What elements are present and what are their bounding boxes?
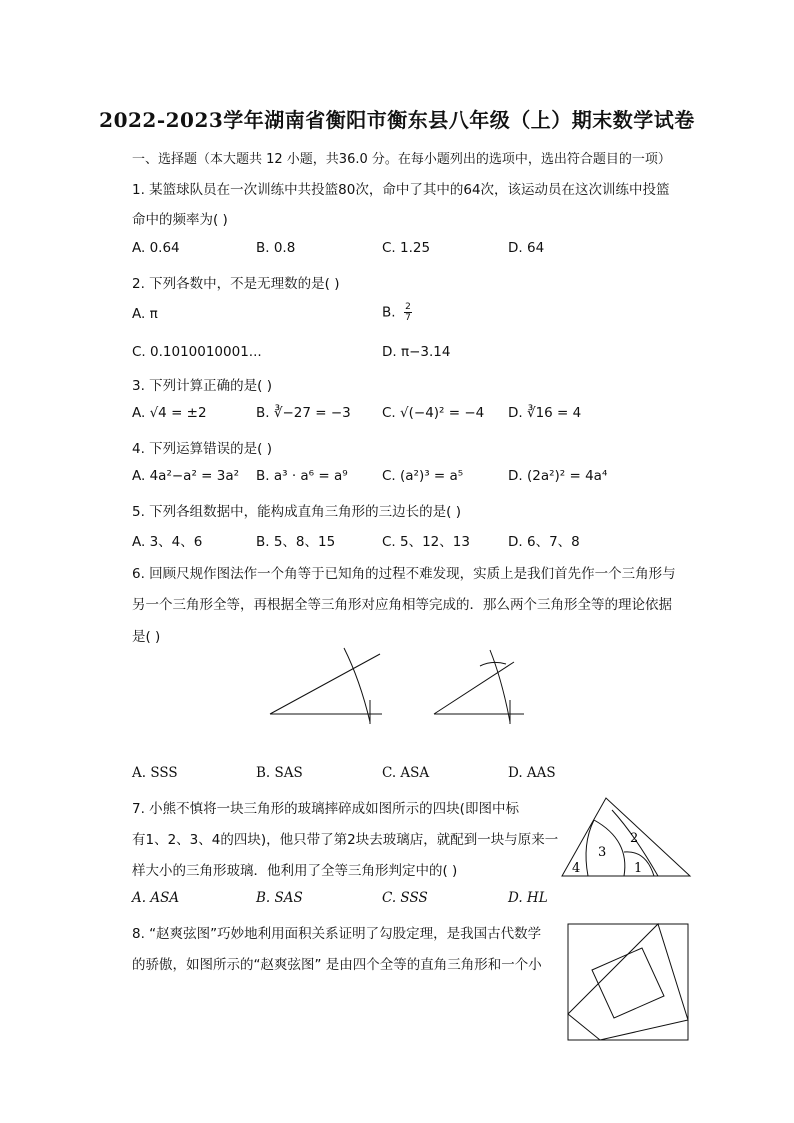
q7-option-c: C. SSS [382, 890, 428, 906]
q5-option-a: A. 3、4、6 [132, 534, 203, 550]
page-title: 2022-2023学年湖南省衡阳市衡东县八年级（上）期末数学试卷 [99, 108, 695, 132]
piece-label-2: 2 [630, 831, 639, 846]
angle-construction-figure [262, 640, 532, 730]
q7-text-line3: 样大小的三角形玻璃．他利用了全等三角形判定中的( ) [132, 863, 458, 879]
q8-text-line1: 8. “赵爽弦图”巧妙地利用面积关系证明了勾股定理，是我国古代数学 [132, 926, 542, 942]
fraction-denominator: 7 [405, 313, 411, 323]
q3-option-b: B. ∛−27 = −3 [256, 405, 351, 421]
inner-tilted-square [568, 924, 688, 1040]
figure2-small-arc [480, 662, 506, 666]
small-center-square [592, 948, 664, 1018]
q6-text-line3: 是( ) [132, 629, 161, 645]
outer-square [568, 924, 688, 1040]
q1-option-c: C. 1.25 [382, 240, 431, 256]
q6-option-a: A. SSS [132, 765, 178, 781]
q3-text: 3. 下列计算正确的是( ) [132, 378, 272, 394]
q6-option-d: D. AAS [508, 765, 556, 781]
q4-option-d: D. (2a²)² = 4a⁴ [508, 468, 608, 484]
q7-text-line1: 7. 小熊不慎将一块三角形的玻璃摔碎成如图所示的四块(即图中标 [132, 801, 519, 817]
q6-text-line1: 6. 回顾尺规作图法作一个角等于已知角的过程不难发现，实质上是我们首先作一个三角形与 [132, 566, 676, 582]
q5-text: 5. 下列各组数据中，能构成直角三角形的三边长的是( ) [132, 504, 461, 520]
q7-option-b: B. SAS [256, 890, 303, 906]
q1-option-a: A. 0.64 [132, 240, 180, 256]
figure2-arc [490, 650, 510, 722]
q3-option-a: A. √4 = ±2 [132, 405, 207, 421]
q1-text-line1: 1. 某篮球队员在一次训练中共投篮80次，命中了其中的64次，该运动员在这次训练中投篮 [132, 182, 670, 198]
figure1-slant-ray [270, 654, 380, 714]
q8-text-line2: 的骄傲，如图所示的“赵爽弦图” 是由四个全等的直角三角形和一个小 [132, 957, 542, 973]
q4-text: 4. 下列运算错误的是( ) [132, 441, 272, 457]
q1-text-line2: 命中的频率为( ) [132, 212, 228, 228]
q5-option-b: B. 5、8、15 [256, 534, 336, 550]
section-heading: 一、选择题（本大题共 12 小题，共36.0 分。在每小题列出的选项中，选出符合题目的一项） [132, 152, 671, 167]
q2-option-b-label: B. [382, 304, 396, 321]
fraction [404, 302, 412, 323]
figure1-arc [344, 648, 370, 722]
q2-option-c: C. 0.1010010001... [132, 344, 262, 360]
piece-label-1: 1 [634, 861, 643, 876]
q6-option-b: B. SAS [256, 765, 303, 781]
crack-line-left [586, 820, 594, 876]
piece-label-4: 4 [572, 861, 581, 876]
q1-option-d: D. 64 [508, 240, 545, 256]
outer-triangle [562, 798, 690, 876]
q4-option-b: B. a³ · a⁶ = a⁹ [256, 468, 348, 484]
q2-option-b [382, 302, 412, 323]
q2-option-d: D. π−3.14 [382, 344, 451, 360]
q2-text: 2. 下列各数中，不是无理数的是( ) [132, 276, 340, 292]
broken-glass-triangle-figure [560, 794, 694, 880]
q4-option-c: C. (a²)³ = a⁵ [382, 468, 464, 484]
q5-option-c: C. 5、12、13 [382, 534, 470, 550]
q7-text-line2: 有1、2、3、4的四块)，他只带了第2块去玻璃店，就配到一块与原来一 [132, 832, 559, 848]
q3-option-d: D. ∛16 = 4 [508, 405, 582, 421]
q6-option-c: C. ASA [382, 765, 430, 781]
q4-option-a: A. 4a²−a² = 3a² [132, 468, 240, 484]
q5-option-d: D. 6、7、8 [508, 534, 580, 550]
q3-option-c: C. √(−4)² = −4 [382, 405, 485, 421]
q6-text-line2: 另一个三角形全等，再根据全等三角形对应角相等完成的．那么两个三角形全等的理论依据 [132, 597, 672, 613]
zhao-shuang-diagram-figure [564, 920, 692, 1044]
piece-label-3: 3 [598, 845, 607, 860]
q1-option-b: B. 0.8 [256, 240, 296, 256]
q7-option-d: D. HL [508, 890, 548, 906]
q2-option-a: A. π [132, 306, 158, 322]
q7-option-a: A. ASA [132, 890, 180, 906]
fraction-numerator: 2 [405, 302, 411, 312]
